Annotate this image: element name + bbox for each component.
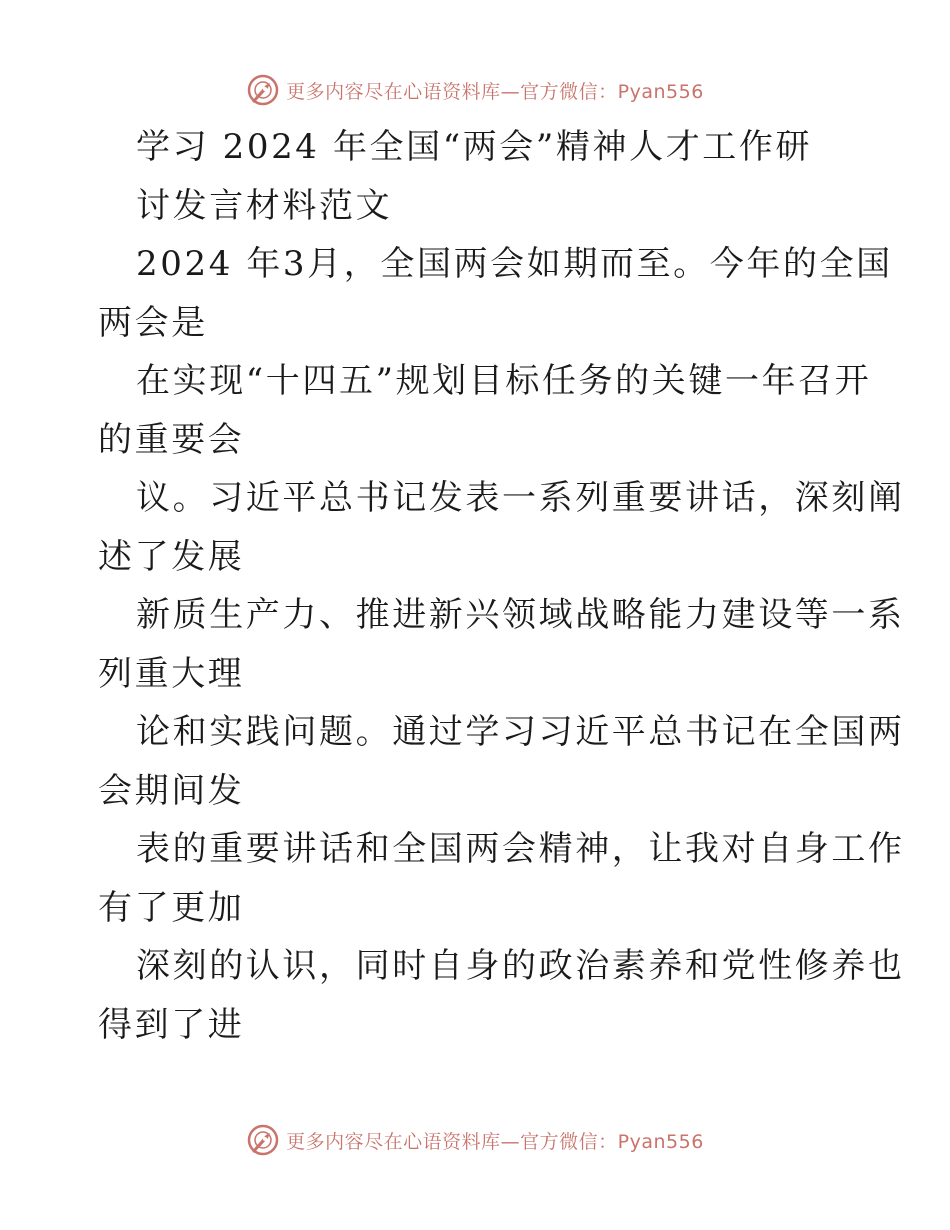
text-line: 深刻的认识，同时自身的政治素养和党性修养也 [136,946,905,986]
watermark-text: 更多内容尽在心语资料库—官方微信：Pyan556 [286,1130,704,1153]
pen-logo-icon [246,73,280,107]
text-line: 得到了进 [98,1004,245,1045]
text-line: 论和实践问题。通过学习习近平总书记在全国两 [136,712,905,752]
text-line: 2024 年3月，全国两会如期而至。今年的全国 [136,244,893,284]
header-watermark [0,70,950,110]
text-line: 两会是 [98,302,208,343]
text-line: 在实现“十四五”规划目标任务的关键一年召开 [136,361,872,401]
footer-watermark [0,1120,950,1160]
text-line: 学习 2024 年全国“两会”精神人才工作研 [136,127,813,167]
text-line: 表的重要讲话和全国两会精神，让我对自身工作 [136,829,905,869]
pen-logo-icon [246,1123,280,1157]
text-line: 列重大理 [98,653,245,694]
text-line: 会期间发 [98,770,245,811]
document-body [98,118,905,1054]
text-line: 的重要会 [98,419,245,460]
text-line: 议。习近平总书记发表一系列重要讲话，深刻阐 [136,478,905,518]
text-line: 讨发言材料范文 [136,185,393,226]
text-line: 述了发展 [98,536,245,577]
watermark-text: 更多内容尽在心语资料库—官方微信：Pyan556 [286,80,704,103]
text-line: 有了更加 [98,887,245,928]
text-line: 新质生产力、推进新兴领域战略能力建设等一系 [136,595,905,635]
